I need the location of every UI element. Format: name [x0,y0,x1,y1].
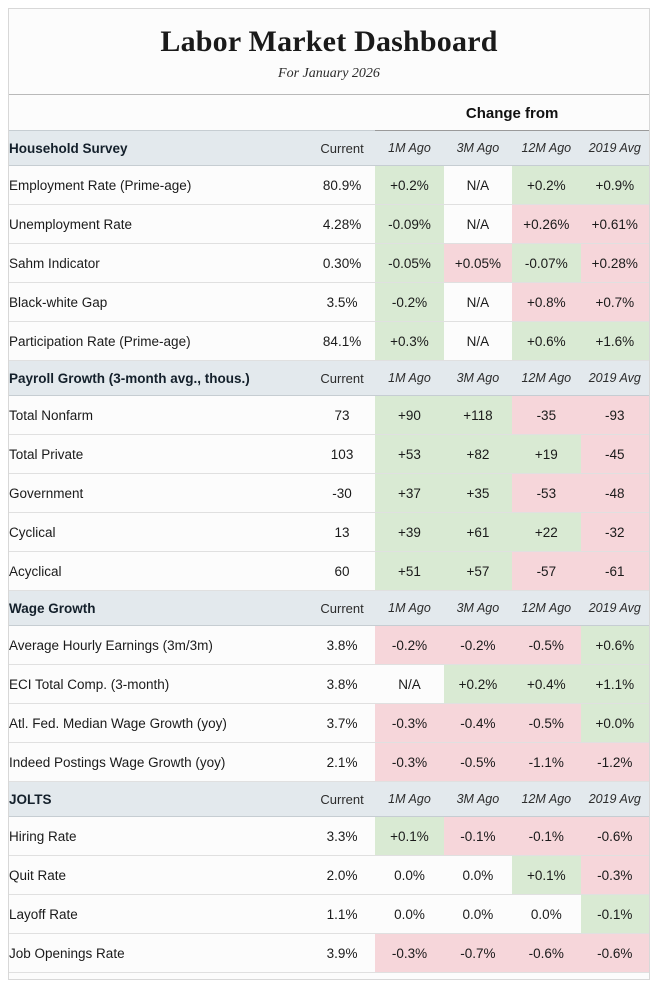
column-header-period: 1M Ago [375,591,443,626]
row-change-value: -53 [512,474,580,513]
page-title: Labor Market Dashboard [160,25,498,58]
row-change-value: +0.7% [581,283,649,322]
row-change-value: +1.1% [581,665,649,704]
row-current-value: 80.9% [309,166,375,205]
row-change-value: +39 [375,513,443,552]
row-change-value: +0.0% [581,704,649,743]
row-current-value: 3.7% [309,704,375,743]
row-current-value: 0.30% [309,244,375,283]
row-change-value: 0.0% [444,895,512,934]
change-from-header-row [9,96,649,131]
row-change-value: +0.2% [444,665,512,704]
labor-market-table [9,94,649,973]
row-change-value: N/A [444,166,512,205]
section-title: Household Survey [9,131,309,166]
row-change-value: N/A [375,665,443,704]
row-change-value: +0.28% [581,244,649,283]
section-title: JOLTS [9,782,309,817]
row-change-value: +57 [444,552,512,591]
row-current-value: -30 [309,474,375,513]
table-row [9,856,649,895]
row-label: Job Openings Rate [9,934,309,973]
row-change-value: -0.3% [375,934,443,973]
section-title: Wage Growth [9,591,309,626]
row-change-value: +0.2% [375,166,443,205]
row-change-value: +1.6% [581,322,649,361]
row-change-value: -0.1% [581,895,649,934]
column-header-period: 3M Ago [444,782,512,817]
row-change-value: +0.4% [512,665,580,704]
row-current-value: 3.9% [309,934,375,973]
table-row [9,704,649,743]
row-current-value: 3.8% [309,665,375,704]
table-row [9,205,649,244]
table-row [9,435,649,474]
row-label: Acyclical [9,552,309,591]
row-change-value: -0.5% [444,743,512,782]
row-change-value: 0.0% [375,856,443,895]
column-header-period: 12M Ago [512,591,580,626]
row-label: Employment Rate (Prime-age) [9,166,309,205]
row-change-value: +0.8% [512,283,580,322]
row-change-value: -57 [512,552,580,591]
column-header-period: 2019 Avg [581,361,649,396]
row-change-value: +0.2% [512,166,580,205]
row-change-value: -0.5% [512,626,580,665]
row-change-value: -0.6% [581,934,649,973]
row-label: Participation Rate (Prime-age) [9,322,309,361]
table-body [9,95,649,973]
row-change-value: -93 [581,396,649,435]
dashboard-panel [8,8,650,980]
column-header-current: Current [309,131,375,166]
row-label: Government [9,474,309,513]
row-current-value: 60 [309,552,375,591]
spacer-cell [309,96,375,131]
row-current-value: 103 [309,435,375,474]
row-change-value: -35 [512,396,580,435]
row-label: Cyclical [9,513,309,552]
row-change-value: +51 [375,552,443,591]
column-header-period: 1M Ago [375,361,443,396]
row-change-value: -0.3% [581,856,649,895]
page-subtitle: For January 2026 [278,66,380,81]
table-row [9,552,649,591]
table-row [9,166,649,205]
row-change-value: +61 [444,513,512,552]
row-change-value: -0.6% [512,934,580,973]
section-header-row [9,131,649,166]
row-label: Unemployment Rate [9,205,309,244]
table-row [9,322,649,361]
section-header-row [9,782,649,817]
row-change-value: -0.6% [581,817,649,856]
row-change-value: +0.26% [512,205,580,244]
row-change-value: +37 [375,474,443,513]
row-current-value: 4.28% [309,205,375,244]
column-header-period: 3M Ago [444,361,512,396]
row-label: Black-white Gap [9,283,309,322]
row-change-value: 0.0% [375,895,443,934]
row-change-value: +82 [444,435,512,474]
table-row [9,895,649,934]
row-change-value: 0.0% [444,856,512,895]
column-header-current: Current [309,361,375,396]
row-change-value: +0.9% [581,166,649,205]
row-change-value: +0.61% [581,205,649,244]
row-label: Total Nonfarm [9,396,309,435]
column-header-period: 3M Ago [444,591,512,626]
table-row [9,283,649,322]
section-title: Payroll Growth (3-month avg., thous.) [9,361,309,396]
row-current-value: 3.5% [309,283,375,322]
row-change-value: +22 [512,513,580,552]
row-change-value: -0.4% [444,704,512,743]
section-header-row [9,361,649,396]
table-row [9,513,649,552]
table-row [9,626,649,665]
row-change-value: N/A [444,205,512,244]
column-header-current: Current [309,782,375,817]
row-current-value: 1.1% [309,895,375,934]
row-change-value: -0.1% [444,817,512,856]
column-header-period: 2019 Avg [581,131,649,166]
row-current-value: 3.8% [309,626,375,665]
row-change-value: -1.2% [581,743,649,782]
row-change-value: -0.7% [444,934,512,973]
row-label: Sahm Indicator [9,244,309,283]
table-row [9,743,649,782]
row-change-value: +0.3% [375,322,443,361]
row-change-value: N/A [444,283,512,322]
row-label: Layoff Rate [9,895,309,934]
row-change-value: -0.2% [375,626,443,665]
row-change-value: N/A [444,322,512,361]
column-header-period: 12M Ago [512,361,580,396]
section-header-row [9,591,649,626]
row-change-value: +0.6% [581,626,649,665]
row-change-value: +35 [444,474,512,513]
column-header-period: 2019 Avg [581,782,649,817]
row-change-value: -0.07% [512,244,580,283]
row-label: Total Private [9,435,309,474]
row-change-value: +0.6% [512,322,580,361]
table-row [9,474,649,513]
row-change-value: -0.09% [375,205,443,244]
row-change-value: +19 [512,435,580,474]
column-header-period: 3M Ago [444,131,512,166]
row-change-value: -0.1% [512,817,580,856]
table-row [9,665,649,704]
row-change-value: -0.05% [375,244,443,283]
column-header-period: 2019 Avg [581,591,649,626]
row-change-value: -61 [581,552,649,591]
column-header-period: 12M Ago [512,131,580,166]
column-header-period: 1M Ago [375,131,443,166]
row-change-value: -0.3% [375,743,443,782]
row-label: Average Hourly Earnings (3m/3m) [9,626,309,665]
row-change-value: +0.1% [512,856,580,895]
table-row [9,817,649,856]
row-label: Indeed Postings Wage Growth (yoy) [9,743,309,782]
row-current-value: 13 [309,513,375,552]
row-change-value: +0.05% [444,244,512,283]
row-current-value: 2.0% [309,856,375,895]
table-row [9,934,649,973]
row-label: Hiring Rate [9,817,309,856]
row-change-value: -0.2% [375,283,443,322]
row-label: Quit Rate [9,856,309,895]
column-header-current: Current [309,591,375,626]
row-current-value: 2.1% [309,743,375,782]
row-change-value: +53 [375,435,443,474]
row-change-value: -0.5% [512,704,580,743]
row-change-value: -0.3% [375,704,443,743]
row-change-value: -45 [581,435,649,474]
change-from-label: Change from [375,96,649,131]
row-change-value: +90 [375,396,443,435]
column-header-period: 1M Ago [375,782,443,817]
row-current-value: 3.3% [309,817,375,856]
row-change-value: -0.2% [444,626,512,665]
row-change-value: +0.1% [375,817,443,856]
row-label: Atl. Fed. Median Wage Growth (yoy) [9,704,309,743]
row-change-value: -1.1% [512,743,580,782]
row-current-value: 73 [309,396,375,435]
spacer-cell [9,96,309,131]
row-change-value: 0.0% [512,895,580,934]
row-current-value: 84.1% [309,322,375,361]
row-label: ECI Total Comp. (3-month) [9,665,309,704]
column-header-period: 12M Ago [512,782,580,817]
table-row [9,396,649,435]
row-change-value: +118 [444,396,512,435]
row-change-value: -32 [581,513,649,552]
table-row [9,244,649,283]
row-change-value: -48 [581,474,649,513]
